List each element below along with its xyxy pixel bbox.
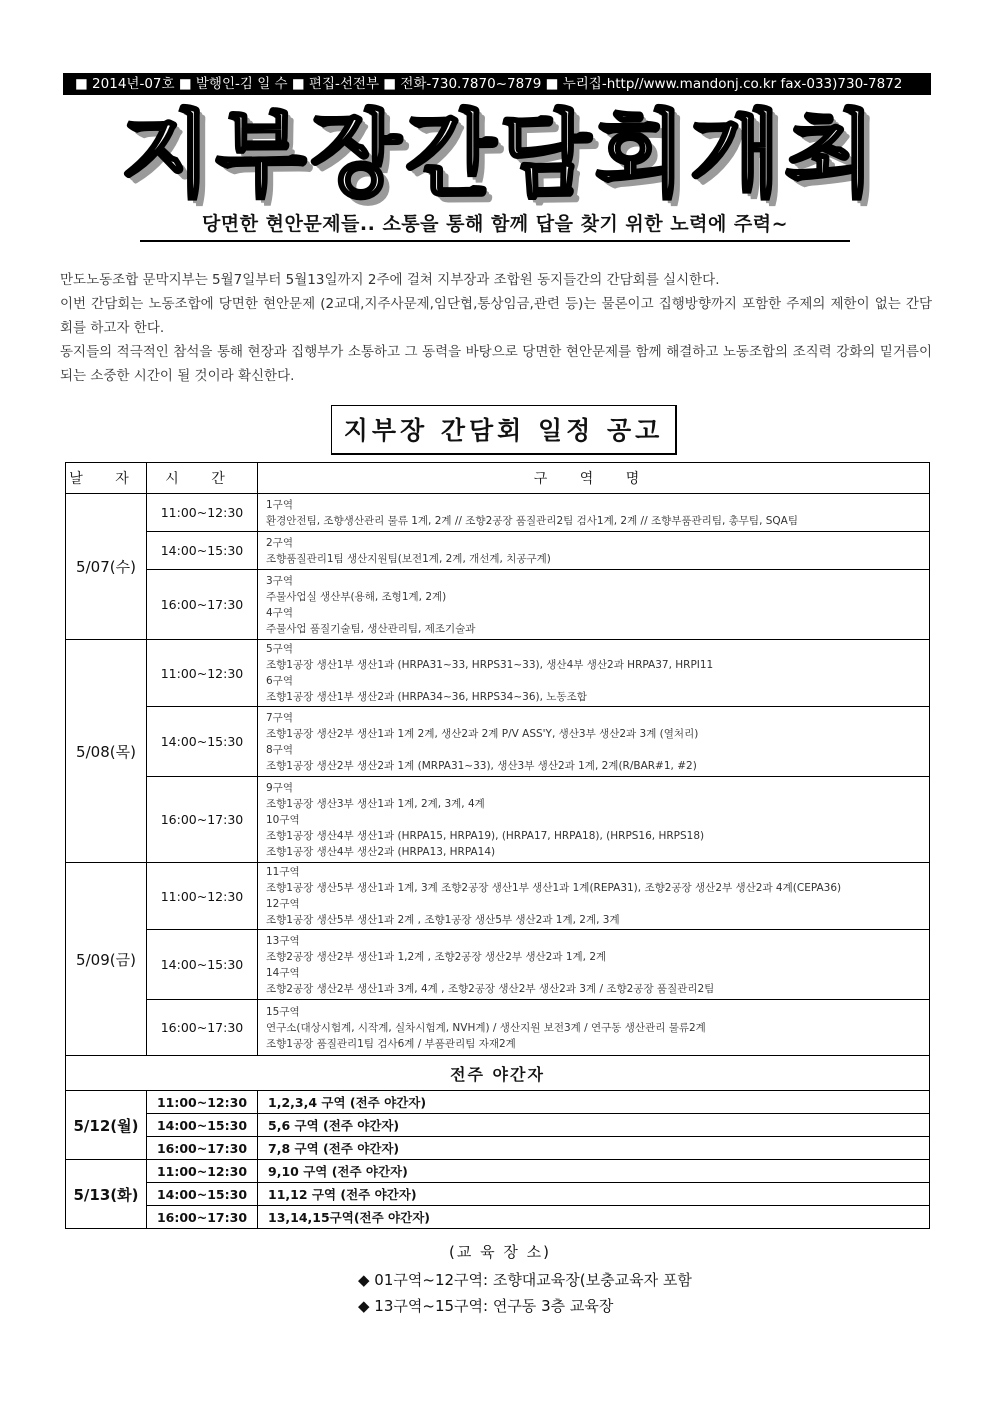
intro-paragraph: 동지들의 적극적인 참석을 통해 현장과 집행부가 소통하고 그 동력을 바탕으로 당면한 현안문제를 함께 해결하고 노동조합의 조직력 강화의 밑거름이 되는 소중한 시간이 될 것이라 확신한다. — [60, 344, 932, 384]
slot-time: 14:00~15:30 — [147, 1114, 258, 1137]
zone-line: 조향1공장 품질관리1팀 검사6계 / 부품관리팀 자재2계 — [266, 1037, 516, 1050]
schedule-table — [65, 462, 930, 1229]
zone-line: 연구소(대상시험계, 시작계, 실차시험계, NVH계) / 생산지원 보전3계 / 연구동 생산관리 물류2계 — [266, 1021, 706, 1034]
notice-title: 지부장 간담회 일정 공고 — [331, 405, 677, 455]
slot-time: 16:00~17:30 — [147, 777, 258, 863]
zone-line: 4구역 — [266, 606, 293, 619]
table-row — [66, 707, 930, 777]
zone-line: 조향2공장 생산2부 생산1과 1,2계 , 조향2공장 생산2부 생산2과 1계, 2계 — [266, 950, 607, 963]
slot-zones — [258, 930, 930, 1000]
zone-line: 12구역 — [266, 898, 300, 910]
intro-text — [60, 268, 932, 388]
slot-time: 16:00~17:30 — [147, 1137, 258, 1160]
table-row — [66, 494, 930, 532]
zone-line: 조향1공장 생산1부 생산1과 (HRPA31~33, HRPS31~33), 생산4부 생산2과 HRPA37, HRPI11 — [266, 659, 714, 671]
slot-time: 11:00~12:30 — [147, 1160, 258, 1183]
zone-line: 주물사업실 생산부(용해, 조형1계, 2계) — [266, 590, 447, 603]
slot-zones — [258, 1000, 930, 1056]
day-date: 5/13(화) — [66, 1160, 147, 1229]
slot-time: 16:00~17:30 — [147, 1000, 258, 1056]
table-row — [66, 1114, 930, 1137]
slot-time: 11:00~12:30 — [147, 640, 258, 707]
slot-time: 11:00~12:30 — [147, 1091, 258, 1114]
slot-zone: 9,10 구역 (전주 야간자) — [258, 1160, 930, 1183]
header-zone: 구 역 명 — [258, 463, 930, 494]
zone-line: 주물사업 품질기술팀, 생산관리팀, 제조기술과 — [266, 622, 476, 635]
table-row — [66, 640, 930, 707]
zone-line: 환경안전팀, 조향생산관리 물류 1계, 2계 // 조향2공장 품질관리2팀 검사1계, 2계 // 조향부품관리팀, 총무팀, SQA팀 — [266, 514, 798, 527]
zone-line: 15구역 — [266, 1005, 300, 1018]
zone-line: 13구역 — [266, 934, 300, 947]
education-title: (교 육 장 소) — [449, 1243, 551, 1261]
slot-zone: 7,8 구역 (전주 야간자) — [258, 1137, 930, 1160]
table-row — [66, 570, 930, 640]
slot-time: 16:00~17:30 — [147, 1206, 258, 1229]
education-item: ◆ 13구역~15구역: 연구동 3층 교육장 — [358, 1297, 614, 1315]
slot-zone: 11,12 구역 (전주 야간자) — [258, 1183, 930, 1206]
slot-zones — [258, 570, 930, 640]
table-row — [66, 532, 930, 570]
zone-line: 6구역 — [266, 675, 293, 687]
zone-line: 조향1공장 생산4부 생산2과 (HRPA13, HRPA14) — [266, 845, 496, 858]
slot-zones — [258, 863, 930, 930]
newsletter-header-bar: ■ 2014년-07호 ■ 발행인-김 일 수 ■ 편집-선전부 ■ 전화-730.7870~7879 ■ 누리집-http//www.mandonj.co.kr fax-033)730-7872 — [63, 73, 931, 95]
zone-line: 조향1공장 생산1부 생산2과 (HRPA34~36, HRPS34~36), 노동조합 — [266, 691, 587, 703]
zone-line: 11구역 — [266, 866, 300, 878]
table-row — [66, 1206, 930, 1229]
slot-time: 16:00~17:30 — [147, 570, 258, 640]
zone-line: 조향1공장 생산3부 생산1과 1계, 2계, 3계, 4계 — [266, 797, 485, 810]
table-row — [66, 930, 930, 1000]
headline: 지부장간담회개최 — [120, 101, 880, 210]
slot-time: 14:00~15:30 — [147, 1183, 258, 1206]
slot-zones — [258, 707, 930, 777]
zone-line: 3구역 — [266, 574, 293, 587]
night-shift-header-row — [66, 1056, 930, 1091]
day-date: 5/08(목) — [66, 640, 147, 863]
slot-zone: 5,6 구역 (전주 야간자) — [258, 1114, 930, 1137]
zone-line: 조향1공장 생산2부 생산1과 1계 2계, 생산2과 2계 P/V ASS'Y, 생산3부 생산2과 3계 (열처리) — [266, 727, 699, 740]
slot-time: 14:00~15:30 — [147, 707, 258, 777]
day-date: 5/07(수) — [66, 494, 147, 640]
zone-line: 조향1공장 생산2부 생산2과 1계 (MRPA31~33), 생산3부 생산2과 1계, 2계(R/BAR#1, #2) — [266, 759, 697, 772]
table-row — [66, 1091, 930, 1114]
table-header-row — [66, 463, 930, 494]
table-row — [66, 1137, 930, 1160]
zone-line: 8구역 — [266, 743, 293, 756]
slot-time: 11:00~12:30 — [147, 863, 258, 930]
table-row — [66, 1000, 930, 1056]
slot-time: 11:00~12:30 — [147, 494, 258, 532]
slot-time: 14:00~15:30 — [147, 930, 258, 1000]
zone-line: 5구역 — [266, 643, 293, 655]
slot-zones — [258, 532, 930, 570]
slot-zones — [258, 777, 930, 863]
table-row — [66, 1183, 930, 1206]
table-row — [66, 863, 930, 930]
zone-line: 9구역 — [266, 781, 293, 794]
zone-line: 조향1공장 생산5부 생산1과 1계, 3계 조향2공장 생산1부 생산1과 1계(REPA31), 조향2공장 생산2부 생산2과 4계(CEPA36) — [266, 882, 842, 894]
slot-zone: 13,14,15구역(전주 야간자) — [258, 1206, 930, 1229]
header-time: 시 간 — [147, 463, 258, 494]
zone-line: 조향2공장 생산2부 생산1과 3계, 4계 , 조향2공장 생산2부 생산2과 3계 / 조향2공장 품질관리2팀 — [266, 982, 715, 995]
slot-zones — [258, 640, 930, 707]
zone-line: 7구역 — [266, 711, 293, 724]
table-row — [66, 777, 930, 863]
zone-line: 14구역 — [266, 966, 300, 979]
slot-zones — [258, 494, 930, 532]
intro-paragraph: 만도노동조합 문막지부는 5월7일부터 5월13일까지 2주에 걸쳐 지부장과 조합원 동지들간의 간담회를 실시한다. — [60, 272, 720, 288]
night-shift-header: 전주 야간자 — [66, 1056, 930, 1091]
header-date: 날 자 — [66, 463, 147, 494]
zone-line: 조향1공장 생산4부 생산1과 (HRPA15, HRPA19), (HRPA17, HRPA18), (HRPS16, HRPS18) — [266, 829, 705, 842]
subheadline: 당면한 현안문제들.. 소통을 통해 함께 답을 찾기 위한 노력에 주력~ — [140, 210, 850, 242]
intro-paragraph: 이번 간담회는 노동조합에 당면한 현안문제 (2교대,지주사문제,임단협,통상임금,관련 등)는 물론이고 집행방향까지 포함한 주제의 제한이 없는 간담회를 하고자 한다. — [60, 296, 932, 336]
zone-line: 조향품질관리1팀 생산지원팀(보전1계, 2계, 개선계, 치공구계) — [266, 552, 551, 565]
table-row — [66, 1160, 930, 1183]
day-date: 5/12(월) — [66, 1091, 147, 1160]
zone-line: 조향1공장 생산5부 생산1과 2계 , 조향1공장 생산5부 생산2과 1계, 2계, 3계 — [266, 914, 620, 926]
slot-time: 14:00~15:30 — [147, 532, 258, 570]
zone-line: 10구역 — [266, 813, 300, 826]
education-item: ◆ 01구역~12구역: 조향대교육장(보충교육자 포함 — [358, 1271, 692, 1289]
zone-line: 2구역 — [266, 536, 293, 549]
slot-zone: 1,2,3,4 구역 (전주 야간자) — [258, 1091, 930, 1114]
day-date: 5/09(금) — [66, 863, 147, 1056]
zone-line: 1구역 — [266, 498, 293, 511]
